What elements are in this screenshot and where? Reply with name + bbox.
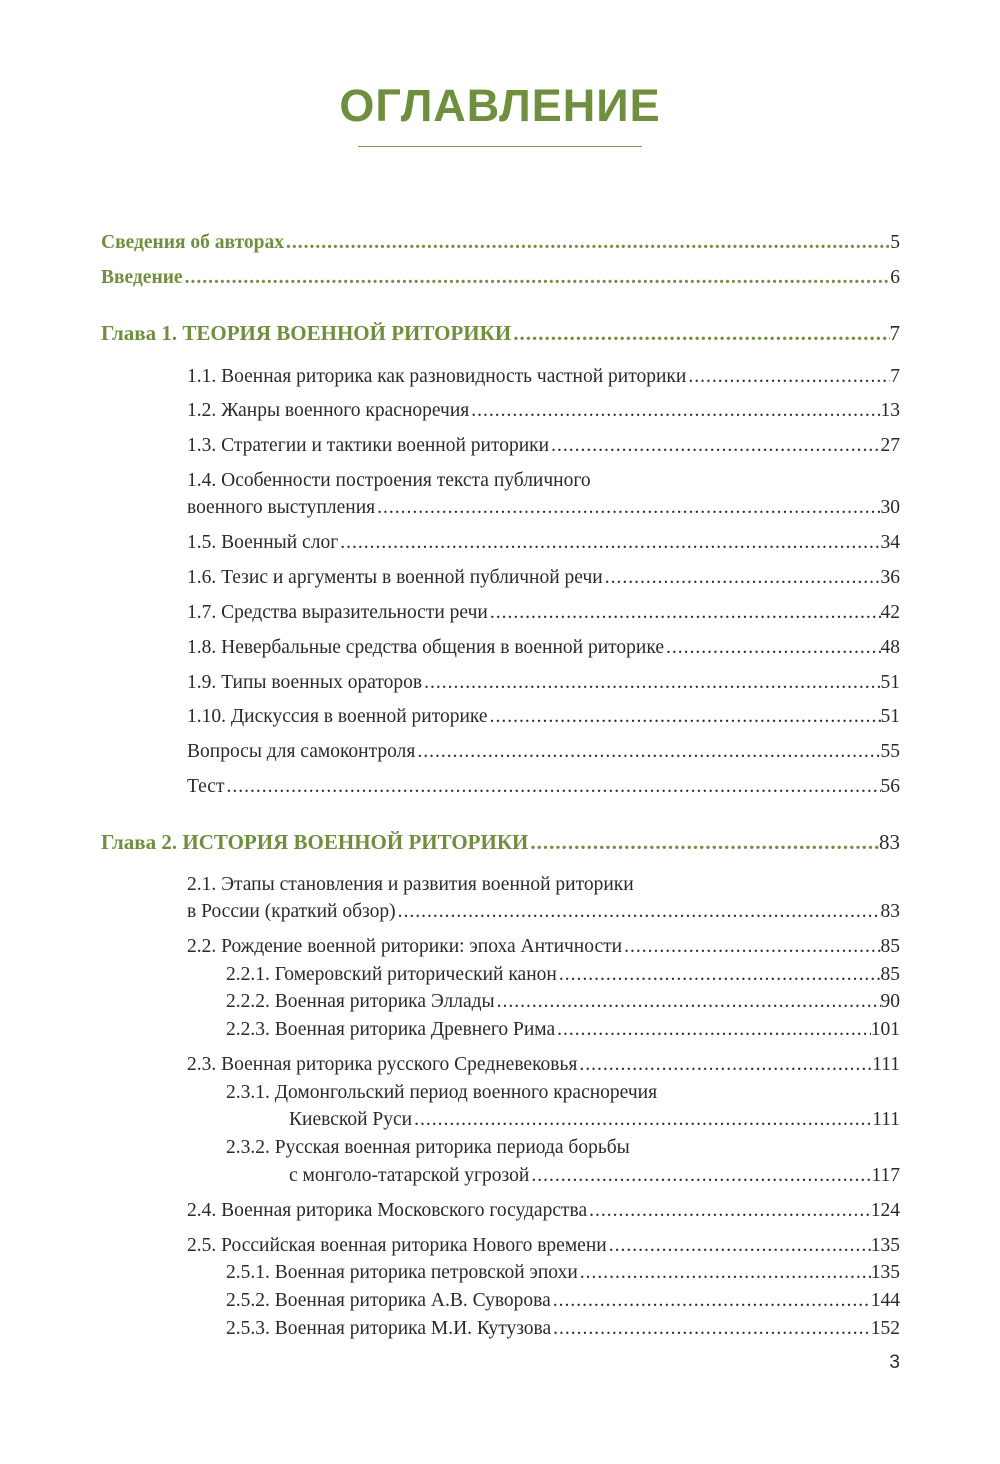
toc-entry-label: Вопросы для самоконтроля (187, 741, 416, 762)
toc-page-number: 55 (880, 741, 900, 762)
toc-section-2-2-2[interactable] (226, 988, 900, 1016)
toc-page-number: 144 (870, 1290, 900, 1311)
toc-entry-label: Киевской Руси (289, 1109, 413, 1130)
toc-section-2-3-2[interactable] (289, 1162, 900, 1190)
toc-leader-dots (511, 319, 889, 347)
toc-section-1-4[interactable] (187, 494, 900, 522)
toc-entry-label: 1.6. Тезис и аргументы в военной публичной речи (187, 567, 603, 588)
toc-entry-introduction[interactable] (101, 264, 900, 292)
toc-page-number: 13 (880, 400, 900, 421)
toc-section-1-2[interactable] (187, 397, 900, 425)
toc-section-1-9[interactable] (187, 669, 900, 697)
page-title: ОГЛАВЛЕНИЕ (339, 80, 661, 131)
toc-page-number: 48 (880, 637, 900, 658)
toc-leader-dots (664, 634, 881, 662)
toc-entry-label: 1.1. Военная риторика как разновидность частной риторики (187, 366, 687, 387)
toc-entry-label: 1.10. Дискуссия в военной риторике (187, 706, 488, 727)
toc-page-number: 124 (870, 1200, 900, 1221)
toc-entry-label: 2.5.1. Военная риторика петровской эпохи (226, 1262, 578, 1283)
toc-leader-dots (338, 529, 880, 557)
toc-section-2-2[interactable] (187, 933, 900, 961)
toc-section-2-5[interactable] (187, 1232, 900, 1260)
toc-page-number: 34 (880, 532, 900, 553)
toc-chapter-2[interactable] (101, 828, 900, 856)
toc-entry-authors[interactable] (101, 229, 900, 257)
toc-entry-label: 2.5.2. Военная риторика А.В. Суворова (226, 1290, 551, 1311)
toc-section-2-5-1[interactable] (226, 1259, 900, 1287)
toc-section-1-10[interactable] (187, 703, 900, 731)
toc-leader-dots (551, 1315, 871, 1343)
toc-entry-label: 2.2.3. Военная риторика Древнего Рима (226, 1019, 556, 1040)
toc-section-2-2-3[interactable] (226, 1016, 900, 1044)
toc-leader-dots (412, 1106, 872, 1134)
toc-page-number: 7 (889, 321, 900, 345)
toc-page-number: 36 (880, 567, 900, 588)
toc-page-number: 83 (879, 830, 900, 854)
toc-page-number: 135 (870, 1235, 900, 1256)
toc-leader-dots (607, 1232, 871, 1260)
toc-entry-label: 2.3. Военная риторика русского Средневековья (187, 1054, 578, 1075)
toc-section-2-3-1-line1[interactable]: 2.3.1. Домонгольский период военного красноречия (226, 1082, 658, 1103)
toc-section-1-5[interactable] (187, 529, 900, 557)
toc-entry-label: 1.8. Невербальные средства общения в военной риторике (187, 637, 664, 658)
toc-leader-dots (577, 1051, 872, 1079)
toc-page-number: 85 (880, 936, 900, 957)
toc-section-2-1-line1[interactable]: 2.1. Этапы становления и развития военной риторики (187, 874, 634, 895)
toc-entry-label: 1.9. Типы военных ораторов (187, 672, 423, 693)
toc-section-2-3-2-line1[interactable]: 2.3.2. Русская военная риторика периода борьбы (226, 1137, 630, 1158)
toc-entry-label: 1.2. Жанры военного красноречия (187, 400, 470, 421)
toc-page-number: 85 (880, 964, 900, 985)
toc-leader-dots (495, 988, 881, 1016)
toc-section-1-8[interactable] (187, 634, 900, 662)
toc-section-2-3-1[interactable] (289, 1106, 900, 1134)
toc-leader-dots (183, 264, 891, 292)
toc-entry-test[interactable] (187, 773, 900, 801)
toc-section-1-6[interactable] (187, 564, 900, 592)
toc-page-number: 111 (872, 1054, 900, 1075)
toc-leader-dots (396, 898, 881, 926)
toc-page-number: 117 (871, 1165, 900, 1186)
toc-entry-label: Тест (187, 776, 225, 797)
toc-leader-dots (375, 494, 880, 522)
toc-entry-label: 2.2.2. Военная риторика Эллады (226, 991, 495, 1012)
toc-entry-label: 2.5.3. Военная риторика М.И. Кутузова (226, 1318, 552, 1339)
toc-page-number: 7 (890, 366, 900, 387)
toc-leader-dots (488, 703, 881, 731)
toc-section-1-3[interactable] (187, 432, 900, 460)
toc-chapter-label: Глава 2. ИСТОРИЯ ВОЕННОЙ РИТОРИКИ (101, 830, 529, 854)
toc-page-number: 56 (880, 776, 900, 797)
toc-chapter-1[interactable] (101, 319, 900, 347)
toc-entry-label: 2.4. Военная риторика Московского государства (187, 1200, 588, 1221)
toc-section-2-2-1[interactable] (226, 961, 900, 989)
toc-entry-label: Сведения об авторах (101, 232, 285, 253)
page-number: 3 (889, 1352, 900, 1373)
toc-leader-dots (225, 773, 881, 801)
title-underline (358, 146, 642, 147)
toc-leader-dots (557, 961, 881, 989)
toc-page-number: 30 (880, 497, 900, 518)
toc-leader-dots (529, 1162, 871, 1190)
toc-page-number: 6 (890, 267, 900, 288)
toc-entry-label: 2.5. Российская военная риторика Нового времени (187, 1235, 607, 1256)
toc-leader-dots (528, 828, 879, 856)
toc-entry-label: военного выступления (187, 497, 376, 518)
toc-section-2-4[interactable] (187, 1197, 900, 1225)
toc-page-number: 42 (880, 602, 900, 623)
toc-page-number: 83 (880, 901, 900, 922)
toc-leader-dots (284, 229, 890, 257)
toc-leader-dots (415, 738, 880, 766)
toc-page-number: 51 (880, 672, 900, 693)
toc-page-number: 101 (870, 1019, 900, 1040)
toc-entry-label: с монголо-татарской угрозой (289, 1165, 530, 1186)
toc-leader-dots (549, 432, 880, 460)
toc-leader-dots (469, 397, 880, 425)
toc-section-2-1[interactable] (187, 898, 900, 926)
toc-entry-label: 1.3. Стратегии и тактики военной риторики (187, 435, 550, 456)
toc-page-number: 5 (890, 232, 900, 253)
toc-leader-dots (555, 1016, 871, 1044)
toc-leader-dots (587, 1197, 871, 1225)
toc-entry-label: 2.2. Рождение военной риторики: эпоха Античности (187, 936, 623, 957)
toc-section-1-4-line1[interactable]: 1.4. Особенности построения текста публичного (187, 470, 591, 491)
toc-page-number: 135 (870, 1262, 900, 1283)
toc-entry-label: 2.2.1. Гомеровский риторический канон (226, 964, 557, 985)
toc-entry-label: 1.5. Военный слог (187, 532, 339, 553)
toc-entry-label: Введение (101, 267, 183, 288)
toc-leader-dots (488, 599, 881, 627)
toc-page-number: 27 (880, 435, 900, 456)
toc-entry-questions[interactable] (187, 738, 900, 766)
toc-section-2-5-3[interactable] (226, 1315, 900, 1343)
toc-section-2-5-2[interactable] (226, 1287, 900, 1315)
toc-leader-dots (686, 363, 890, 391)
toc-page-number: 152 (870, 1318, 900, 1339)
toc-section-2-3[interactable] (187, 1051, 900, 1079)
toc-page-number: 90 (880, 991, 900, 1012)
toc-leader-dots (603, 564, 881, 592)
toc-page-number: 51 (880, 706, 900, 727)
toc-leader-dots (622, 933, 880, 961)
toc-leader-dots (422, 669, 880, 697)
toc-entry-label: в России (краткий обзор) (187, 901, 396, 922)
toc-page-number: 111 (872, 1109, 900, 1130)
toc-section-1-1[interactable] (187, 363, 900, 391)
toc-section-1-7[interactable] (187, 599, 900, 627)
toc-leader-dots (578, 1259, 871, 1287)
toc-entry-label: 1.7. Средства выразительности речи (187, 602, 488, 623)
toc-chapter-label: Глава 1. ТЕОРИЯ ВОЕННОЙ РИТОРИКИ (101, 321, 512, 345)
toc-leader-dots (551, 1287, 871, 1315)
